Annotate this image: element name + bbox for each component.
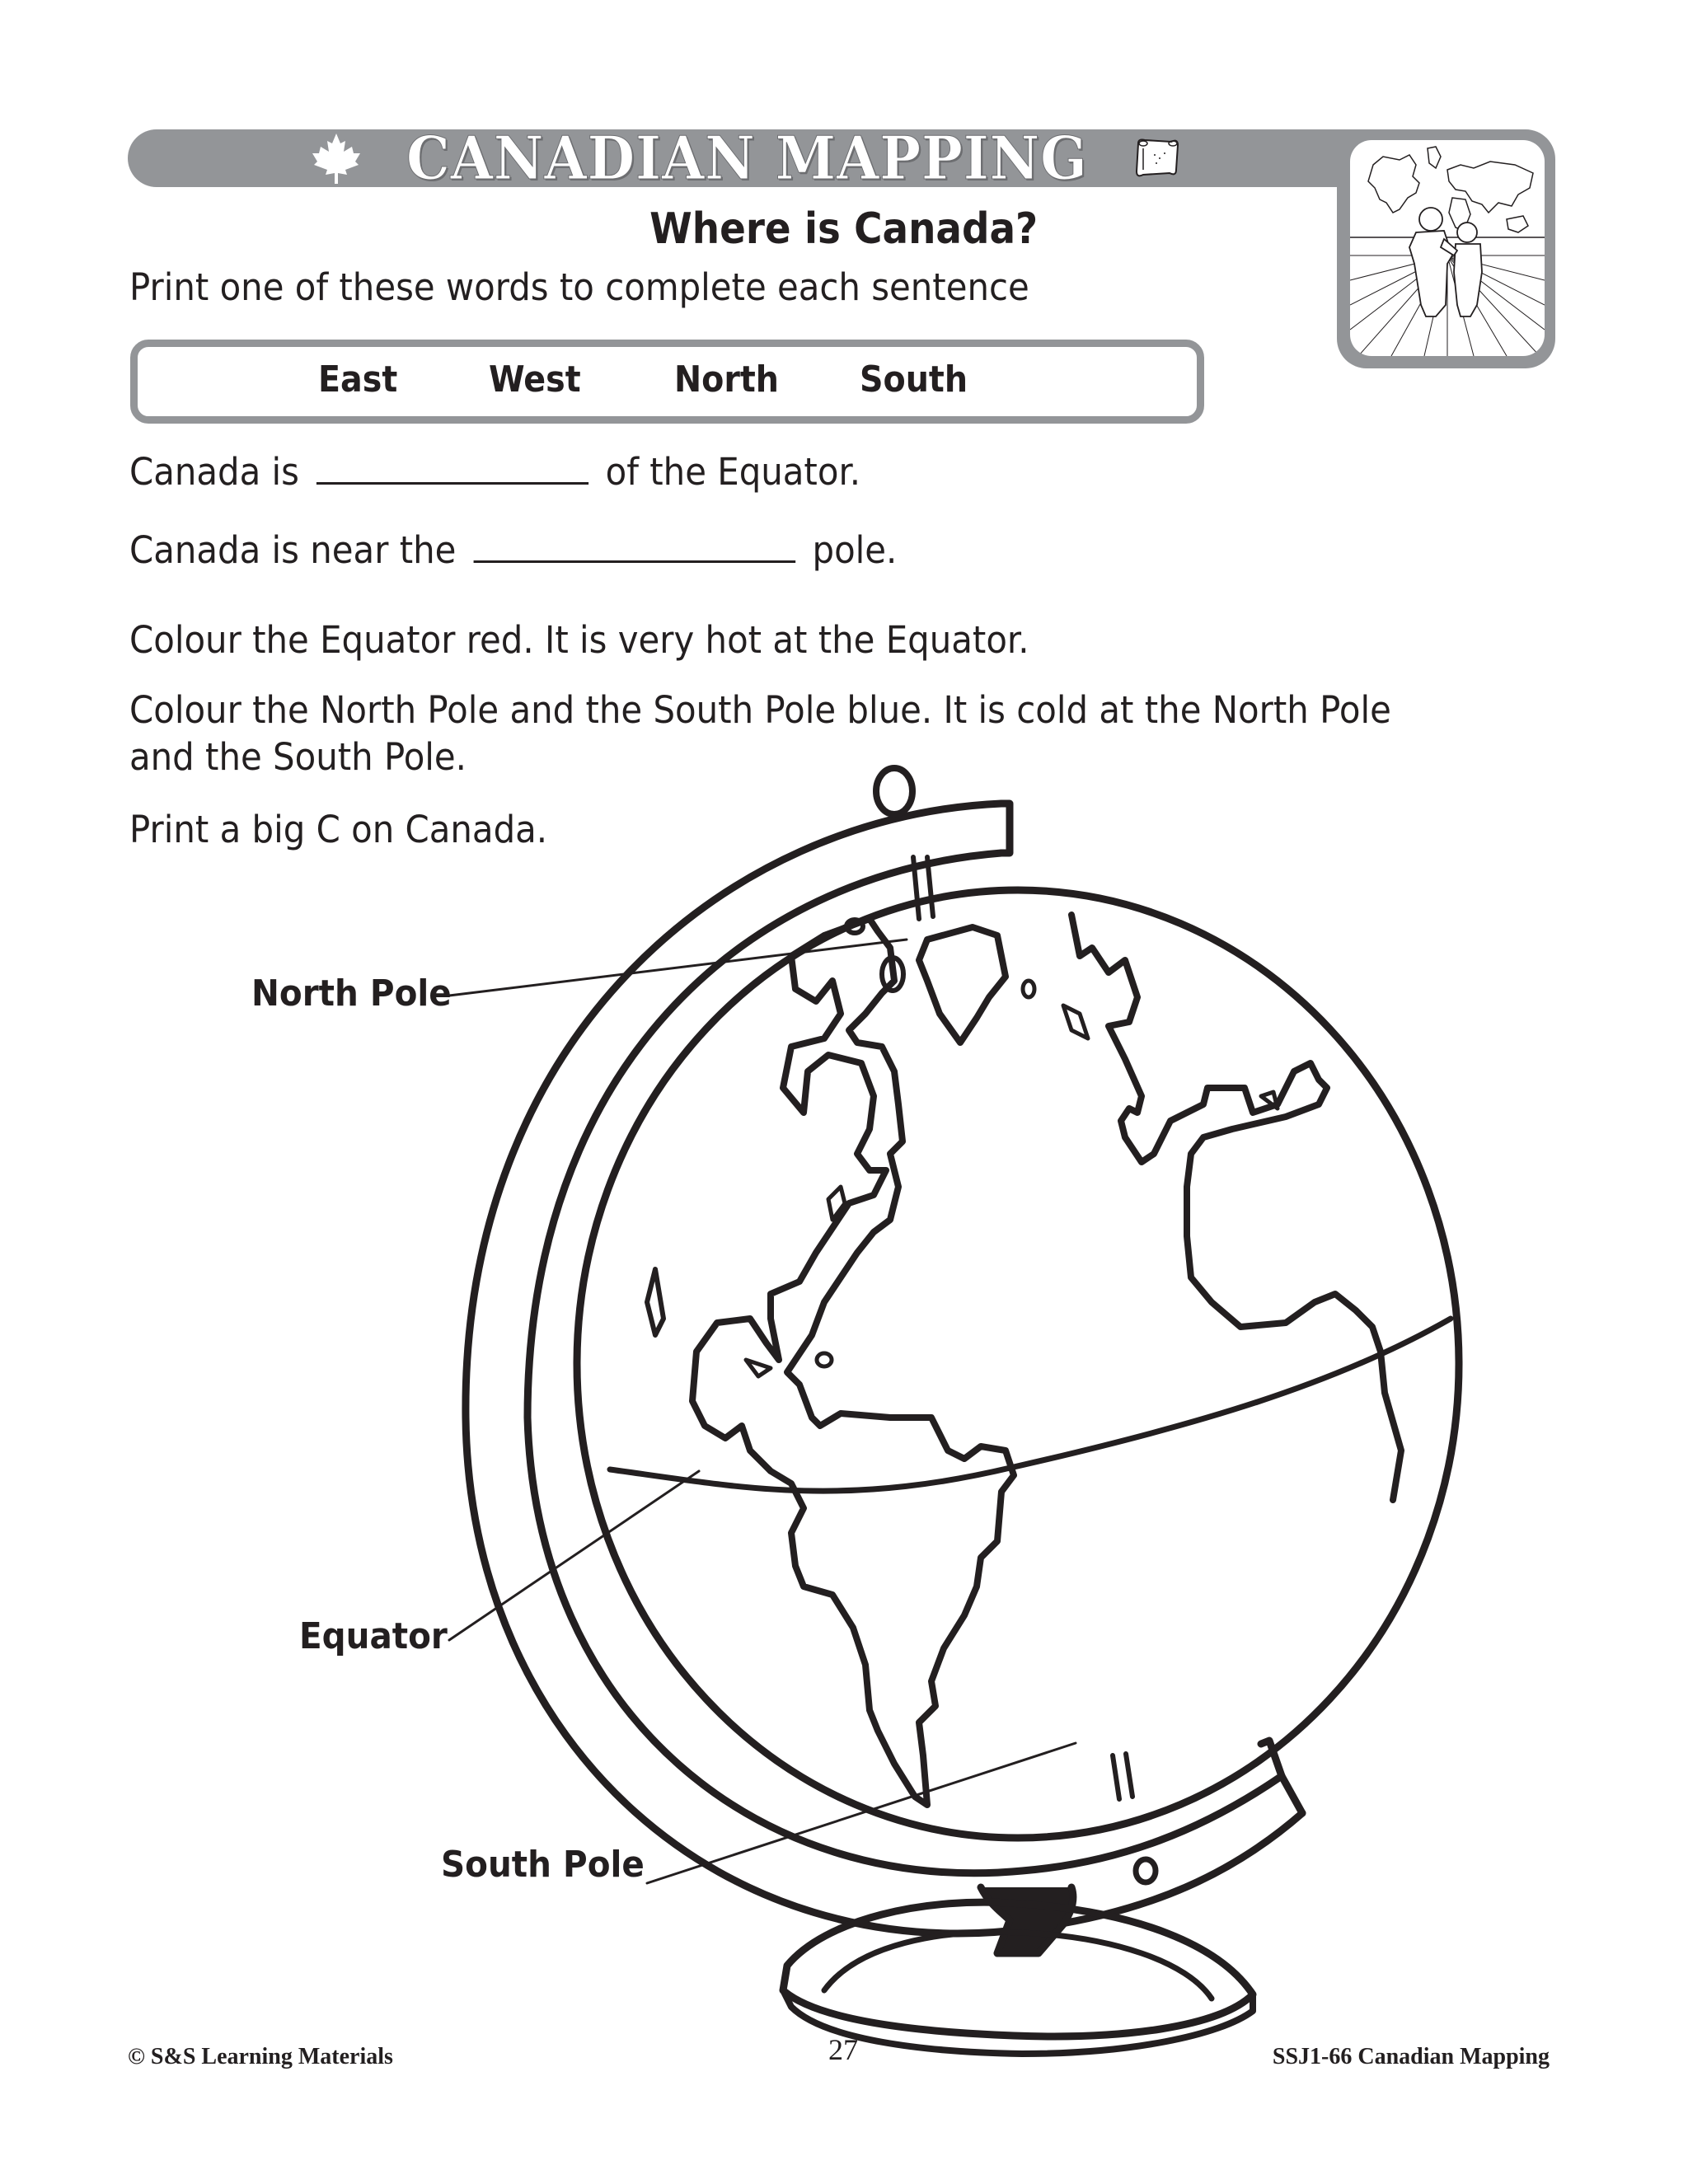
word-bank-north: North bbox=[674, 359, 779, 401]
answer-blank-1[interactable] bbox=[316, 449, 588, 485]
worksheet-title: Where is Canada? bbox=[649, 204, 1039, 254]
task-print-c: Print a big C on Canada. bbox=[129, 808, 548, 851]
sentence-1-before: Canada is bbox=[129, 450, 299, 494]
scroll-map-icon bbox=[1132, 137, 1181, 180]
sentence-1 bbox=[129, 449, 860, 494]
footer-copyright: © S&S Learning Materials bbox=[128, 2044, 393, 2069]
task-colour-poles-line1: Colour the North Pole and the South Pole blue. It is cold at the North Pole bbox=[129, 688, 1391, 732]
header-title: CANADIAN MAPPING bbox=[406, 123, 1088, 193]
instruction-text: Print one of these words to complete each sentence bbox=[129, 265, 1029, 309]
page-number: 27 bbox=[828, 2033, 858, 2066]
word-bank-west: West bbox=[489, 359, 581, 401]
word-bank-south: South bbox=[860, 359, 968, 401]
sentence-2 bbox=[129, 527, 897, 572]
north-pole-label: North Pole bbox=[251, 972, 452, 1015]
sentence-2-after: pole. bbox=[812, 528, 898, 572]
sentence-2-before: Canada is near the bbox=[129, 528, 457, 572]
answer-blank-2[interactable] bbox=[473, 527, 795, 563]
sentence-1-after: of the Equator. bbox=[605, 450, 861, 494]
equator-label: Equator bbox=[299, 1615, 448, 1657]
word-bank-east: East bbox=[318, 359, 398, 401]
footer-book-code: SSJ1-66 Canadian Mapping bbox=[1272, 2044, 1550, 2069]
south-pole-label: South Pole bbox=[441, 1844, 645, 1886]
task-colour-equator: Colour the Equator red. It is very hot at the Equator. bbox=[129, 618, 1029, 662]
maple-leaf-icon bbox=[311, 132, 362, 185]
header-title-group bbox=[128, 124, 1364, 193]
word-bank bbox=[130, 340, 1204, 424]
task-colour-poles-line2: and the South Pole. bbox=[129, 735, 467, 779]
